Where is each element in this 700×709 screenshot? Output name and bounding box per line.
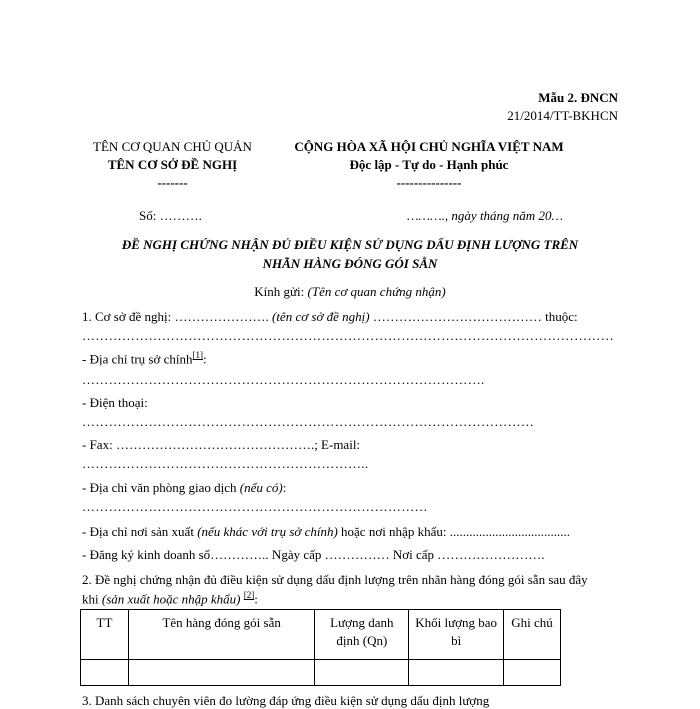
header-nominal-quantity: Lượng danh định (Qn) bbox=[315, 610, 409, 660]
section1-rest: ………………………………… thuộc: bbox=[369, 309, 578, 324]
section2-pre: khi bbox=[82, 591, 102, 607]
header-product-name: Tên hàng đóng gói sẵn bbox=[128, 610, 315, 660]
date-line: ………., ngày tháng năm 20… bbox=[407, 208, 564, 223]
header-notes: Ghi chú bbox=[504, 610, 561, 660]
header-packaging-weight: Khối lượng bao bì bbox=[409, 610, 504, 660]
production-hint: (nếu khác với trụ sở chính) bbox=[197, 524, 338, 539]
section1-line bbox=[82, 309, 578, 325]
right-divider: --------------- bbox=[396, 175, 462, 190]
table-row bbox=[81, 660, 561, 686]
section2-hint: (sản xuất hoặc nhập khẩu) bbox=[101, 591, 241, 607]
fax-email-dots: ……………………………………………………….. bbox=[82, 456, 369, 471]
phone-dots: ………………………………………………………………………………………… bbox=[82, 414, 535, 429]
left-divider: ------- bbox=[157, 175, 188, 190]
section2-line1: 2. Đề nghị chứng nhận đủ điều kiện sử dụng dấu định lượng trên nhãn hàng đóng gói sẵn sau đây bbox=[82, 572, 588, 587]
section1-dots: ………………………………………………………………………………………………………… bbox=[82, 328, 614, 343]
country-name: CỘNG HÒA XÃ HỘI CHỦ NGHĨA VIỆT NAM bbox=[294, 139, 564, 154]
office-hint: (nếu có) bbox=[239, 480, 283, 495]
office-colon: : bbox=[282, 480, 287, 495]
address-dots: ………………………………………………………………………………. bbox=[82, 372, 485, 387]
footnote-2[interactable]: [2] bbox=[243, 590, 255, 600]
recipient-line bbox=[0, 284, 700, 300]
table-header-row bbox=[81, 610, 561, 660]
phone-label: - Điện thoại: bbox=[82, 395, 148, 410]
recipient-label: Kính gửi: bbox=[254, 284, 308, 299]
fax-email-line: - Fax: ……………………………………….; E-mail: bbox=[82, 437, 361, 452]
document-number: Số: ………. bbox=[139, 208, 202, 223]
agency-name: TÊN CƠ QUAN CHỦ QUẢN bbox=[93, 139, 252, 154]
table-cell[interactable] bbox=[128, 660, 315, 686]
registration-line: - Đăng ký kinh doanh số………….. Ngày cấp …………… Nơi cấp ……………………. bbox=[82, 547, 545, 562]
goods-table bbox=[80, 609, 561, 686]
table-cell[interactable] bbox=[315, 660, 409, 686]
section1-hint: (tên cơ sở đề nghị) bbox=[271, 309, 370, 324]
production-label: - Địa chỉ nơi sản xuất bbox=[82, 524, 198, 539]
address-line bbox=[82, 350, 207, 367]
document-title-line2: NHÃN HÀNG ĐÓNG GÓI SẴN bbox=[262, 256, 438, 271]
office-line bbox=[82, 480, 286, 496]
section3-partial: 3. Danh sách chuyên viên đo lường đáp ứng điều kiện sử dụng dấu định lượng bbox=[82, 693, 490, 708]
table-cell[interactable] bbox=[504, 660, 561, 686]
circular-number: 21/2014/TT-BKHCN bbox=[507, 108, 618, 123]
form-code: Mẫu 2. ĐNCN bbox=[538, 90, 618, 105]
facility-name: TÊN CƠ SỞ ĐỀ NGHỊ bbox=[107, 157, 238, 172]
national-motto: Độc lập - Tự do - Hạnh phúc bbox=[349, 157, 509, 172]
document-title-line1: ĐỀ NGHỊ CHỨNG NHẬN ĐỦ ĐIỀU KIỆN SỬ DỤNG DẤU ĐỊNH LƯỢNG TRÊN bbox=[121, 237, 579, 252]
header-tt: TT bbox=[81, 610, 129, 660]
address-colon: : bbox=[203, 351, 207, 367]
office-dots: …………………………………………………………………… bbox=[82, 499, 428, 514]
table-cell[interactable] bbox=[409, 660, 504, 686]
table-cell[interactable] bbox=[81, 660, 129, 686]
section2-line2 bbox=[82, 590, 258, 607]
section1-label: 1. Cơ sở đề nghị: …………………. bbox=[82, 309, 272, 324]
footnote-1[interactable]: [1] bbox=[192, 350, 203, 360]
production-rest: hoặc nơi nhập khẩu: ..................................... bbox=[337, 524, 570, 539]
address-label: - Địa chỉ trụ sở chính bbox=[82, 351, 193, 367]
section2-colon: : bbox=[254, 591, 258, 607]
recipient-value: (Tên cơ quan chứng nhận) bbox=[307, 284, 446, 299]
office-label: - Địa chỉ văn phòng giao dịch bbox=[82, 480, 240, 495]
production-line bbox=[82, 524, 570, 540]
